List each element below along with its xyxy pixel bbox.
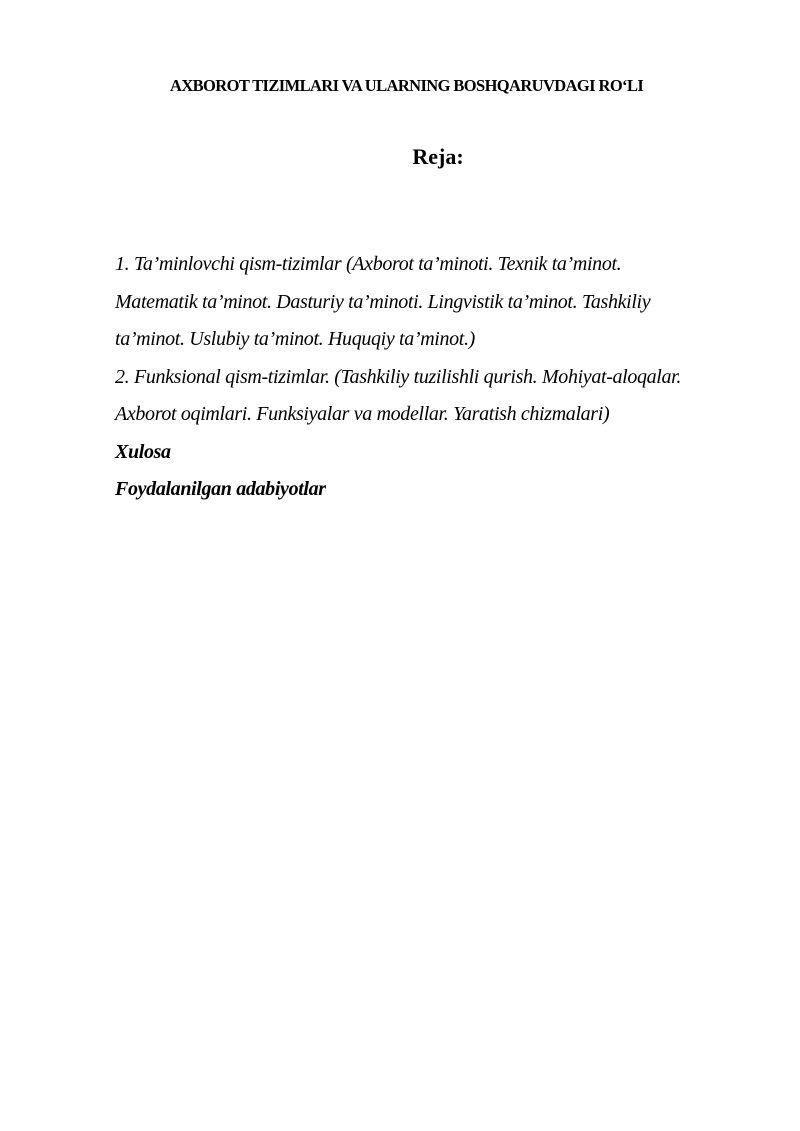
- plan-item-1-line-3: ta’minot. Uslubiy ta’minot. Huquqiy ta’minot.): [115, 328, 475, 350]
- plan-heading: Reja:: [412, 144, 464, 169]
- plan-item-2-line-2: Axborot oqimlari. Funksiyalar va modellar. Yaratish chizmalari): [115, 403, 610, 425]
- references-item: Foydalanilgan adabiyotlar: [115, 478, 326, 500]
- plan-item-2-line-1: 2. Funksional qism-tizimlar. (Tashkiliy tuzilishli qurish. Mohiyat-aloqalar.: [115, 365, 682, 388]
- document-title: AXBOROT TIZIMLARI VA ULARNING BOSHQARUVDAGI RO‘LI: [170, 76, 644, 95]
- plan-item-1-line-1: 1. Ta’minlovchi qism-tizimlar (Axborot ta’minoti. Texnik ta’minot.: [115, 253, 622, 275]
- conclusion-item: Xulosa: [115, 440, 171, 463]
- plan-item-1-line-2: Matematik ta’minot. Dasturiy ta’minoti. Lingvistik ta’minot. Tashkiliy: [115, 290, 651, 313]
- plan-list: [115, 246, 715, 509]
